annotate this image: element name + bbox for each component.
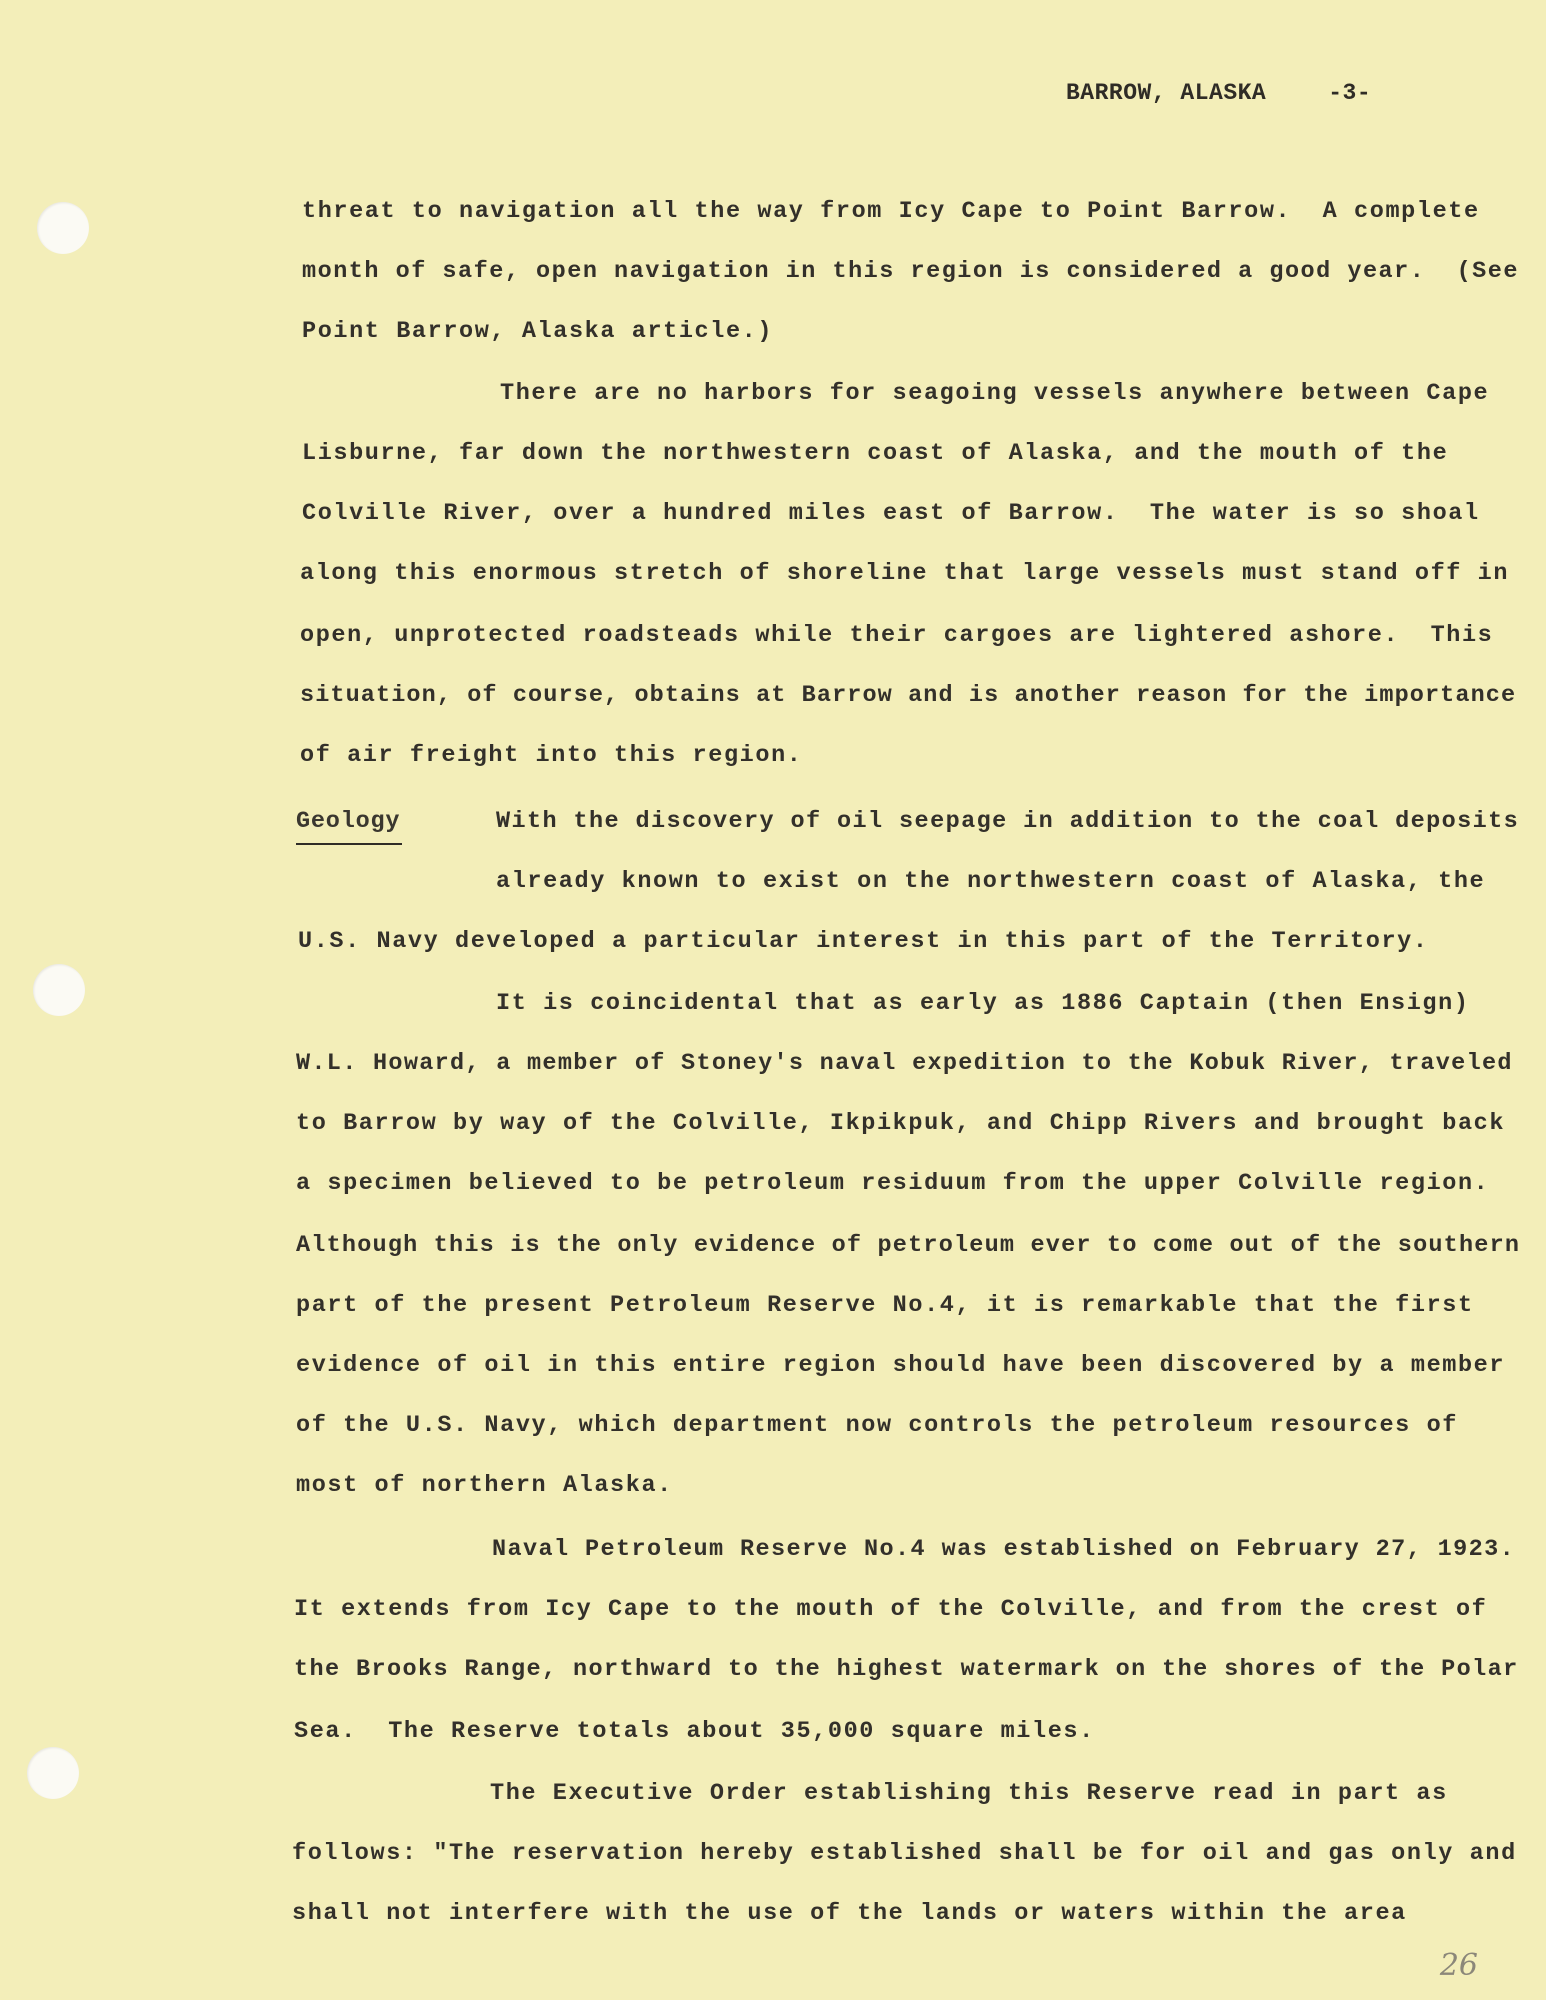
text-line: month of safe, open navigation in this region is considered a good year. (See bbox=[302, 258, 1519, 285]
text-line: Point Barrow, Alaska article.) bbox=[302, 318, 774, 345]
handwritten-page-number: 26 bbox=[1439, 1948, 1478, 1983]
text-line: Although this is the only evidence of petroleum ever to come out of the southern bbox=[296, 1232, 1521, 1259]
text-line: follows: "The reservation hereby established shall be for oil and gas only and bbox=[292, 1840, 1517, 1867]
text-line: already known to exist on the northwestern coast of Alaska, the bbox=[496, 868, 1486, 895]
header-title: BARROW, ALASKA bbox=[1066, 80, 1267, 106]
punch-hole bbox=[27, 1747, 79, 1799]
text-line: to Barrow by way of the Colville, Ikpikpuk, and Chipp Rivers and brought back bbox=[296, 1110, 1506, 1137]
text-line: With the discovery of oil seepage in addition to the coal deposits bbox=[496, 808, 1520, 835]
text-line: Lisburne, far down the northwestern coast of Alaska, and the mouth of the bbox=[302, 440, 1449, 467]
text-line: shall not interfere with the use of the lands or waters within the area bbox=[292, 1900, 1407, 1927]
text-line: U.S. Navy developed a particular interest in this part of the Territory. bbox=[298, 928, 1429, 955]
text-line: part of the present Petroleum Reserve No.4, it is remarkable that the first bbox=[296, 1292, 1474, 1319]
text-line: Naval Petroleum Reserve No.4 was established on February 27, 1923. bbox=[492, 1536, 1516, 1563]
page-header bbox=[1066, 80, 1371, 106]
section-heading-geology: Geology bbox=[296, 808, 401, 835]
text-line: evidence of oil in this entire region should have been discovered by a member bbox=[296, 1352, 1506, 1379]
punch-hole bbox=[37, 202, 89, 254]
text-line: The Executive Order establishing this Reserve read in part as bbox=[490, 1780, 1448, 1807]
text-line: It is coincidental that as early as 1886 Captain (then Ensign) bbox=[496, 990, 1470, 1017]
text-line: most of northern Alaska. bbox=[296, 1472, 673, 1499]
text-line: Sea. The Reserve totals about 35,000 square miles. bbox=[294, 1718, 1095, 1745]
text-line: There are no harbors for seagoing vessels anywhere between Cape bbox=[500, 380, 1490, 407]
text-line: threat to navigation all the way from Icy Cape to Point Barrow. A complete bbox=[302, 198, 1480, 225]
text-line: situation, of course, obtains at Barrow and is another reason for the importance bbox=[300, 682, 1517, 709]
text-line: the Brooks Range, northward to the highest watermark on the shores of the Polar bbox=[294, 1656, 1519, 1683]
text-line: along this enormous stretch of shoreline that large vessels must stand off in bbox=[300, 560, 1510, 587]
text-line: It extends from Icy Cape to the mouth of the Colville, and from the crest of bbox=[294, 1596, 1488, 1623]
header-page-number: -3- bbox=[1328, 80, 1372, 106]
text-line: open, unprotected roadsteads while their cargoes are lightered ashore. This bbox=[300, 622, 1494, 649]
text-line: Colville River, over a hundred miles east of Barrow. The water is so shoal bbox=[302, 500, 1480, 527]
punch-hole bbox=[33, 964, 85, 1016]
text-line: of the U.S. Navy, which department now controls the petroleum resources of bbox=[296, 1412, 1458, 1439]
text-line: W.L. Howard, a member of Stoney's naval expedition to the Kobuk River, traveled bbox=[296, 1050, 1513, 1077]
text-line: a specimen believed to be petroleum residuum from the upper Colville region. bbox=[296, 1170, 1490, 1197]
text-line: of air freight into this region. bbox=[300, 742, 803, 769]
